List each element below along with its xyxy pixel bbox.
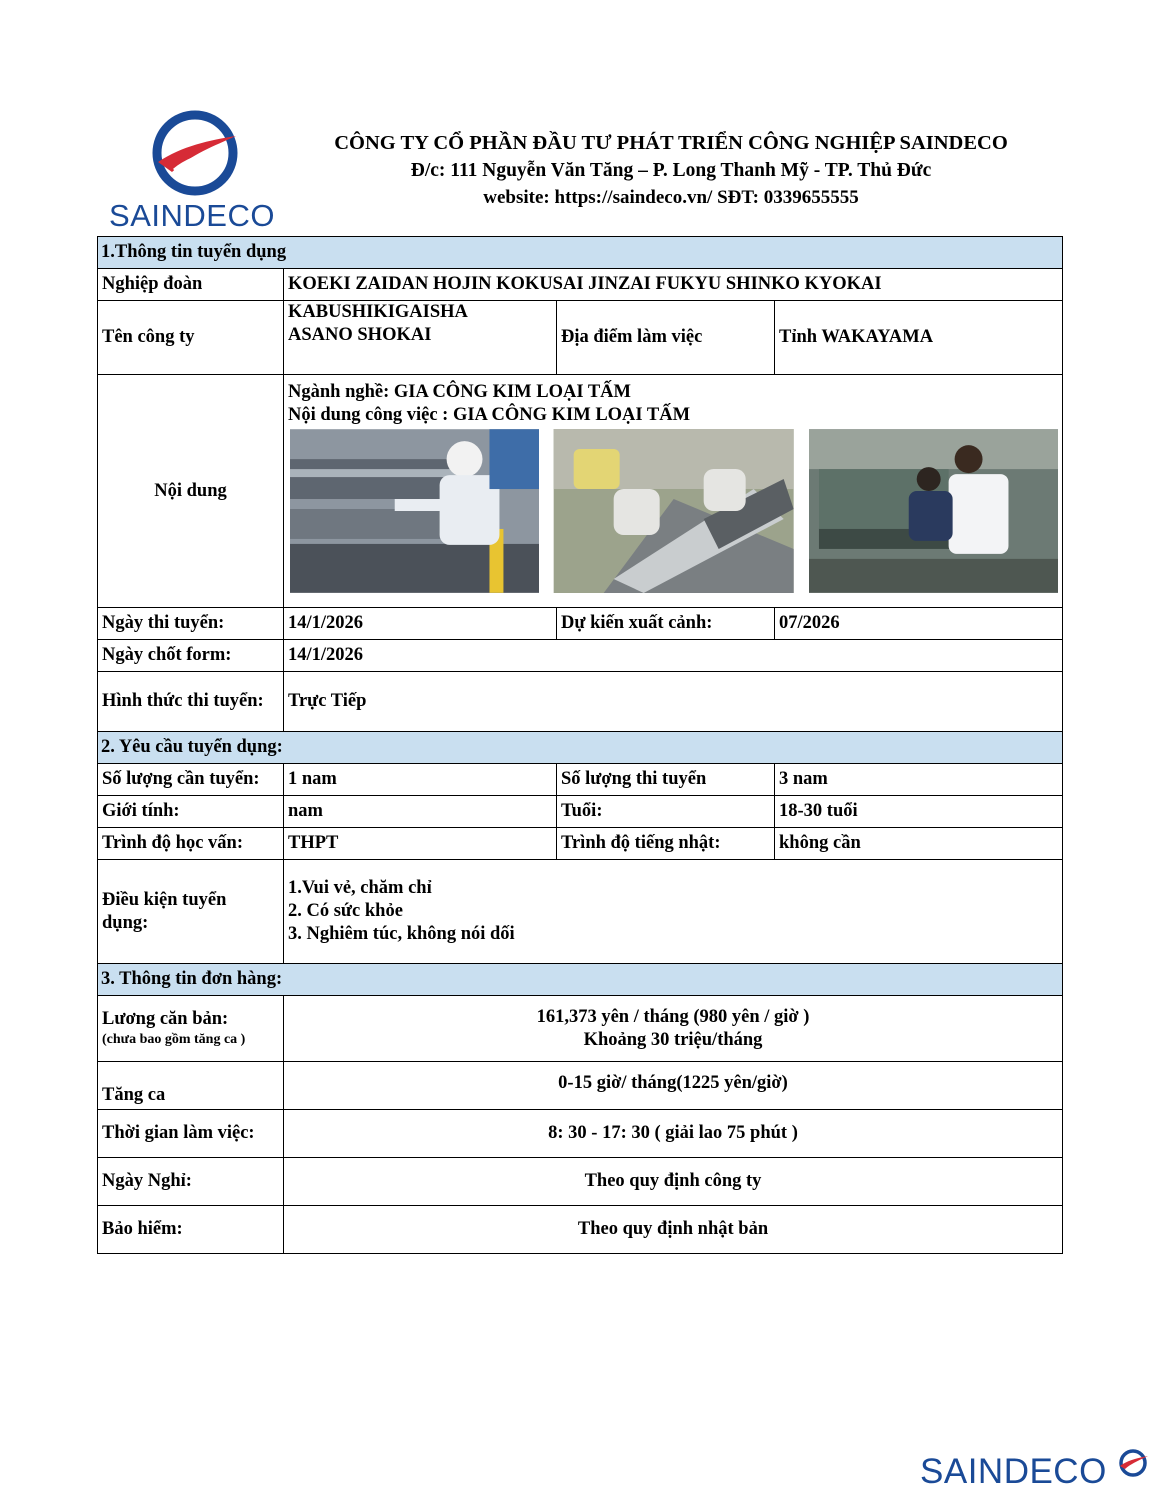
age-label: Tuổi: (557, 796, 775, 828)
salary-label-text: Lương căn bản: (102, 1009, 229, 1029)
logo-emblem-icon (152, 110, 238, 196)
needed-value: 1 nam (284, 764, 557, 796)
gender-value: nam (284, 796, 557, 828)
condition-item: 3. Nghiêm túc, không nói dối (288, 924, 515, 944)
holidays-label: Ngày Nghỉ: (98, 1158, 284, 1206)
exam-count-label: Số lượng thi tuyển (557, 764, 775, 796)
company-name: CÔNG TY CỔ PHẦN ĐẦU TƯ PHÁT TRIỂN CÔNG NGHIỆP SAINDECO (334, 132, 1008, 154)
content-label: Nội dung (98, 375, 284, 608)
metal-cylinder-photo (549, 429, 798, 593)
gender-label: Giới tính: (98, 796, 284, 828)
footer-logo-emblem-icon (1118, 1448, 1148, 1478)
company-header (300, 130, 1042, 211)
insurance-value: Theo quy định nhật bản (284, 1206, 1063, 1254)
conditions-label-line-2: dụng: (102, 912, 149, 933)
conditions-label (98, 860, 284, 964)
hours-value: 8: 30 - 17: 30 ( giải lao 75 phút ) (284, 1110, 1063, 1158)
work-photos (288, 427, 1058, 597)
conditions-label-line-1: Điều kiện tuyển (102, 889, 227, 910)
industry-text: Ngành nghề: GIA CÔNG KIM LOẠI TẤM (288, 382, 631, 402)
age-value: 18-30 tuổi (775, 796, 1063, 828)
company-line-2: ASANO SHOKAI (288, 325, 432, 345)
form-deadline-value: 14/1/2026 (284, 640, 1063, 672)
condition-item: 2. Có sức khỏe (288, 901, 403, 921)
overtime-value: 0-15 giờ/ tháng(1225 yên/giờ) (284, 1062, 1063, 1110)
hours-label: Thời gian làm việc: (98, 1110, 284, 1158)
company-line-1: KABUSHIKIGAISHA (288, 302, 468, 322)
needed-label: Số lượng cần tuyển: (98, 764, 284, 796)
saindeco-logo (104, 110, 280, 234)
condition-item: 1.Vui vẻ, chăm chỉ (288, 878, 432, 898)
japanese-label: Trình độ tiếng nhật: (557, 828, 775, 860)
section-title-recruitment-info: 1.Thông tin tuyển dụng (98, 237, 1063, 269)
company-value (284, 301, 557, 375)
job-content-text: Nội dung công việc : GIA CÔNG KIM LOẠI TẤM (288, 405, 691, 425)
exam-type-label: Hình thức thi tuyển: (98, 672, 284, 732)
exam-type-value: Trực Tiếp (284, 672, 1063, 732)
salary-label (98, 996, 284, 1062)
union-value: KOEKI ZAIDAN HOJIN KOKUSAI JINZAI FUKYU SHINKO KYOKAI (284, 269, 1063, 301)
exam-date-value: 14/1/2026 (284, 608, 557, 640)
union-label: Nghiệp đoàn (98, 269, 284, 301)
location-value: Tỉnh WAKAYAMA (775, 301, 1063, 375)
shearing-machine-photo (809, 429, 1058, 593)
company-contact: website: https://saindeco.vn/ SĐT: 0339655555 (483, 187, 859, 208)
insurance-label: Bảo hiểm: (98, 1206, 284, 1254)
holidays-value: Theo quy định công ty (284, 1158, 1063, 1206)
location-label: Địa điểm làm việc (557, 301, 775, 375)
overtime-label: Tăng ca (98, 1062, 284, 1110)
section-title-requirements: 2. Yêu cầu tuyển dụng: (98, 732, 1063, 764)
form-deadline-label: Ngày chốt form: (98, 640, 284, 672)
salary-value (284, 996, 1063, 1062)
departure-label: Dự kiến xuất cảnh: (557, 608, 775, 640)
section-title-order-info: 3. Thông tin đơn hàng: (98, 964, 1063, 996)
japanese-value: không cần (775, 828, 1063, 860)
content-cell (284, 375, 1063, 608)
press-brake-photo (290, 429, 539, 593)
exam-count-value: 3 nam (775, 764, 1063, 796)
salary-note: (chưa bao gồm tăng ca ) (102, 1032, 246, 1047)
departure-value: 07/2026 (775, 608, 1063, 640)
footer-logo-text: SAINDECO (920, 1452, 1107, 1491)
recruitment-table (97, 236, 1063, 1254)
education-label: Trình độ học vấn: (98, 828, 284, 860)
exam-date-label: Ngày thi tuyển: (98, 608, 284, 640)
company-label: Tên công ty (98, 301, 284, 375)
logo-text: SAINDECO (109, 198, 275, 233)
footer-logo (920, 1448, 1155, 1498)
salary-line-1: 161,373 yên / tháng (980 yên / giờ ) (536, 1006, 810, 1027)
education-value: THPT (284, 828, 557, 860)
salary-line-2: Khoảng 30 triệu/tháng (583, 1029, 763, 1050)
company-address: Đ/c: 111 Nguyễn Văn Tăng – P. Long Thanh Mỹ - TP. Thủ Đức (410, 160, 932, 181)
conditions-list (284, 860, 1063, 964)
